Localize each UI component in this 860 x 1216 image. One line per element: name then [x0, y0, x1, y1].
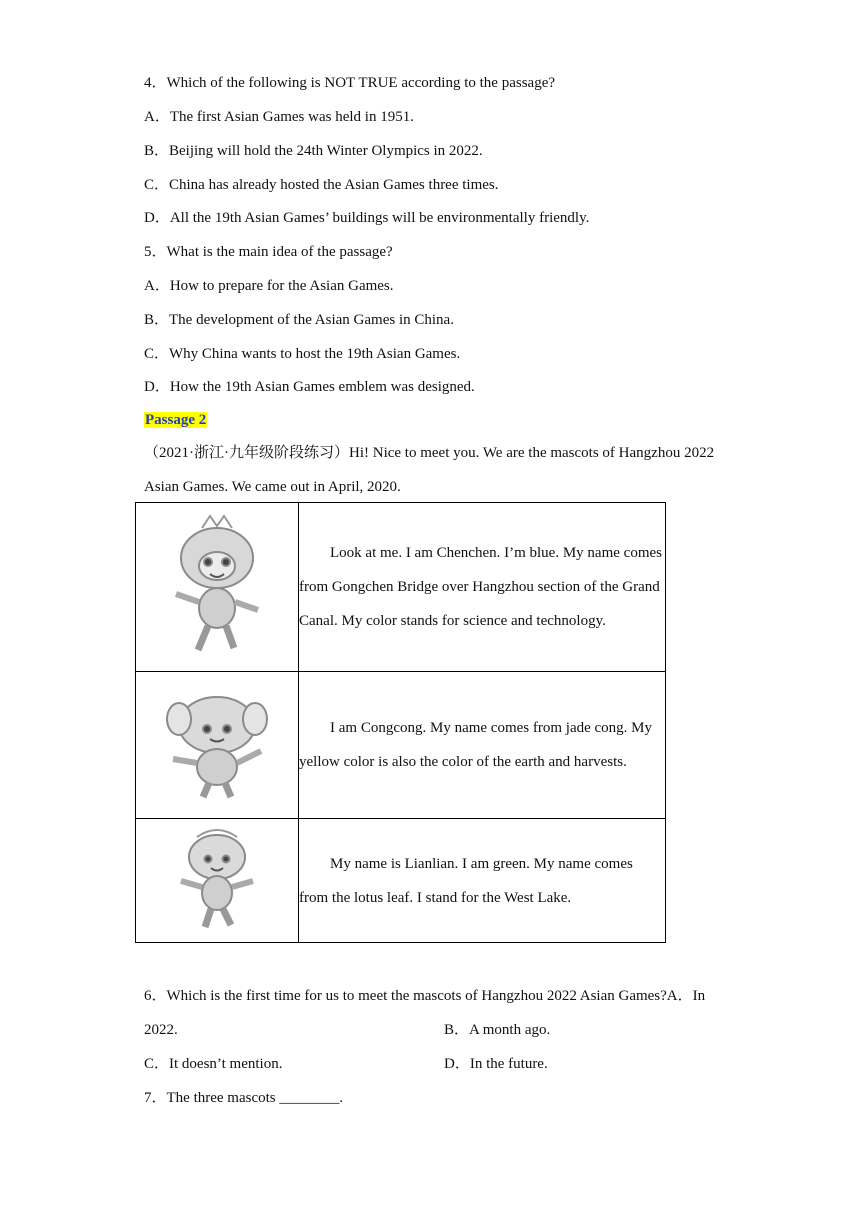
mascot-image-cell	[136, 672, 299, 819]
chenchen-description: Look at me. I am Chenchen. I’m blue. My name comes from Gongchen Bridge over Hangzhou section of the Grand Canal. My color stands for science and technology.	[299, 545, 662, 629]
q4-option-b: B．Beijing will hold the 24th Winter Olympics in 2022.	[144, 143, 483, 159]
mascot-row	[136, 672, 666, 819]
passage-heading-text: Passage 2	[145, 412, 207, 428]
lianlian-description: My name is Lianlian. I am green. My name comes from the lotus leaf. I stand for the West Lake.	[299, 855, 633, 906]
mascot-description-cell	[299, 503, 666, 672]
passage-heading	[144, 410, 207, 430]
q4-stem: 4．Which of the following is NOT TRUE according to the passage?	[144, 75, 556, 91]
mascot-image-cell	[136, 819, 299, 943]
q5-option-d: D．How the 19th Asian Games emblem was designed.	[144, 379, 475, 395]
q6-option-d: D．In the future.	[444, 1056, 548, 1072]
mascot-row	[136, 819, 666, 943]
q6-option-a-continued: 2022.	[144, 1022, 178, 1038]
q6-option-b: B．A month ago.	[444, 1022, 551, 1038]
q5-option-b: B．The development of the Asian Games in China.	[144, 312, 454, 328]
chenchen-mascot-icon	[162, 510, 272, 660]
passage-intro-line-1: （2021·浙江·九年级阶段练习）Hi! Nice to meet you. We are the mascots of Hangzhou 2022	[144, 445, 715, 461]
q5-stem: 5．What is the main idea of the passage?	[144, 244, 393, 260]
passage-intro-line-2: Asian Games. We came out in April, 2020.	[144, 479, 401, 495]
q4-option-c: C．China has already hosted the Asian Games three times.	[144, 177, 499, 193]
q4-option-d: D．All the 19th Asian Games’ buildings will be environmentally friendly.	[144, 210, 590, 226]
mascot-image-cell	[136, 503, 299, 672]
q4-option-a: A．The first Asian Games was held in 1951.	[144, 109, 414, 125]
q6-stem: 6．Which is the first time for us to meet the mascots of Hangzhou 2022 Asian Games?A．In	[144, 988, 706, 1004]
congcong-description: I am Congcong. My name comes from jade cong. My yellow color is also the color of the earth and harvests.	[299, 720, 653, 770]
mascot-description-cell	[299, 672, 666, 819]
q6-option-c: C．It doesn’t mention.	[144, 1056, 283, 1072]
mascot-table	[135, 502, 666, 943]
q7-stem: 7．The three mascots ________.	[144, 1090, 344, 1106]
mascot-row	[136, 503, 666, 672]
mascot-description-cell	[299, 819, 666, 943]
congcong-mascot-icon	[157, 685, 277, 800]
q5-option-a: A．How to prepare for the Asian Games.	[144, 278, 394, 294]
lianlian-mascot-icon	[167, 823, 267, 933]
q5-option-c: C．Why China wants to host the 19th Asian Games.	[144, 346, 461, 362]
